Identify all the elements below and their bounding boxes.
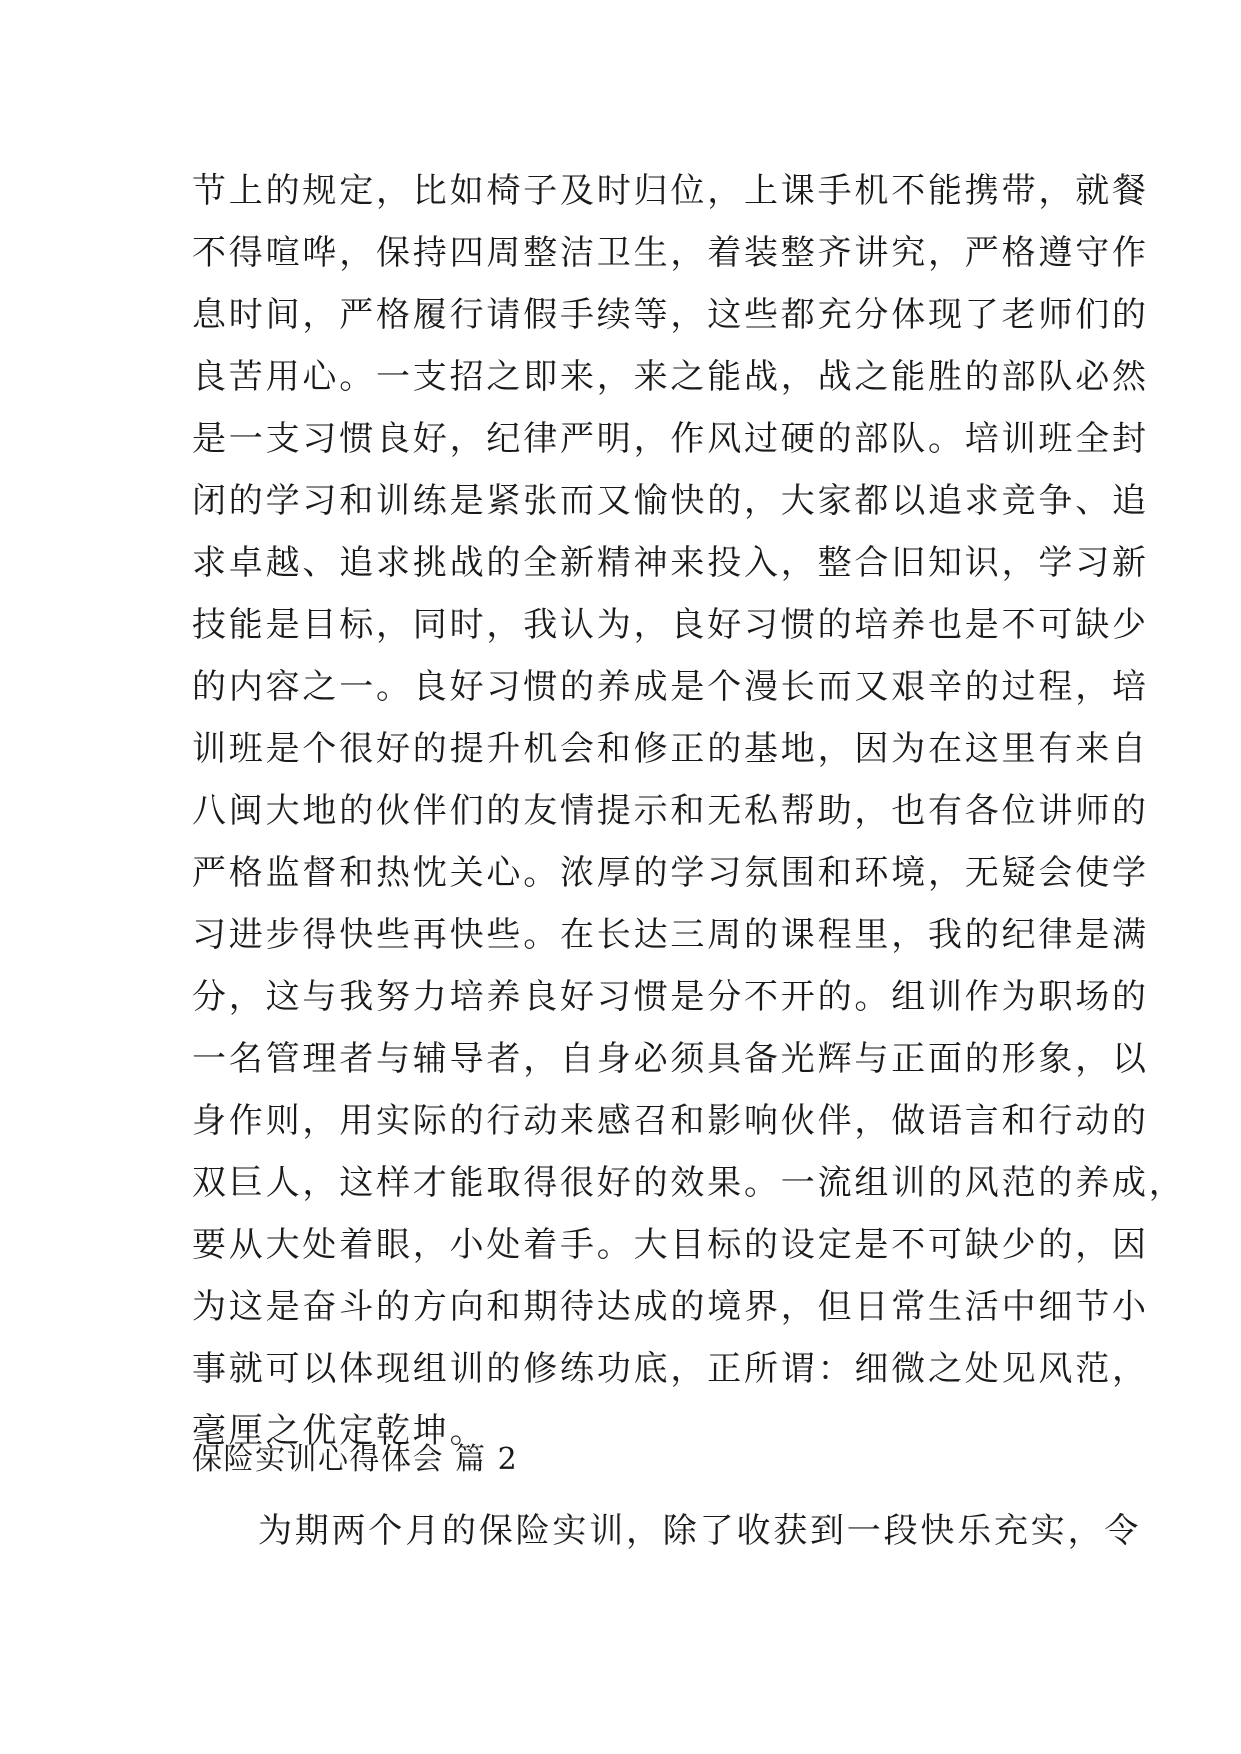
text-line: 息时间，严格履行请假手续等，这些都充分体现了老师们的 — [192, 295, 1149, 335]
text-line: 为这是奋斗的方向和期待达成的境界，但日常生活中细节小 — [192, 1287, 1149, 1327]
text-line: 八闽大地的伙伴们的友情提示和无私帮助，也有各位讲师的 — [192, 791, 1149, 831]
text-line: 技能是目标，同时，我认为，良好习惯的培养也是不可缺少 — [192, 605, 1149, 645]
text-line: 分，这与我努力培养良好习惯是分不开的。组训作为职场的 — [192, 977, 1149, 1017]
section-heading: 保险实训心得体会 篇 2 — [192, 1442, 519, 1477]
text-line: 身作则，用实际的行动来感召和影响伙伴，做语言和行动的 — [192, 1101, 1149, 1141]
text-line: 是一支习惯良好，纪律严明，作风过硬的部队。培训班全封 — [192, 419, 1149, 459]
text-line: 毫厘之优定乾坤。 — [192, 1411, 487, 1451]
text-line: 一名管理者与辅导者，自身必须具备光辉与正面的形象，以 — [192, 1039, 1149, 1079]
text-line: 不得喧哗，保持四周整洁卫生，着装整齐讲究，严格遵守作 — [192, 233, 1149, 273]
text-line: 双巨人，这样才能取得很好的效果。一流组训的风范的养成， — [192, 1163, 1186, 1203]
text-line: 事就可以体现组训的修练功底，正所谓：细微之处见风范， — [192, 1349, 1149, 1389]
paragraph-start: 为期两个月的保险实训，除了收获到一段快乐充实，令 — [258, 1511, 1142, 1551]
text-line: 闭的学习和训练是紧张而又愉快的，大家都以追求竞争、追 — [192, 481, 1149, 521]
text-line: 求卓越、追求挑战的全新精神来投入，整合旧知识，学习新 — [192, 543, 1149, 583]
text-line: 习进步得快些再快些。在长达三周的课程里，我的纪律是满 — [192, 915, 1149, 955]
text-line: 良苦用心。一支招之即来，来之能战，战之能胜的部队必然 — [192, 357, 1149, 397]
text-line: 训班是个很好的提升机会和修正的基地，因为在这里有来自 — [192, 729, 1149, 769]
text-line: 要从大处着眼，小处着手。大目标的设定是不可缺少的，因 — [192, 1225, 1149, 1265]
text-line: 节上的规定，比如椅子及时归位，上课手机不能携带，就餐 — [192, 171, 1149, 211]
body-text — [192, 160, 1186, 1462]
text-line: 的内容之一。良好习惯的养成是个漫长而又艰辛的过程，培 — [192, 667, 1149, 707]
text-line: 严格监督和热忱关心。浓厚的学习氛围和环境，无疑会使学 — [192, 853, 1149, 893]
